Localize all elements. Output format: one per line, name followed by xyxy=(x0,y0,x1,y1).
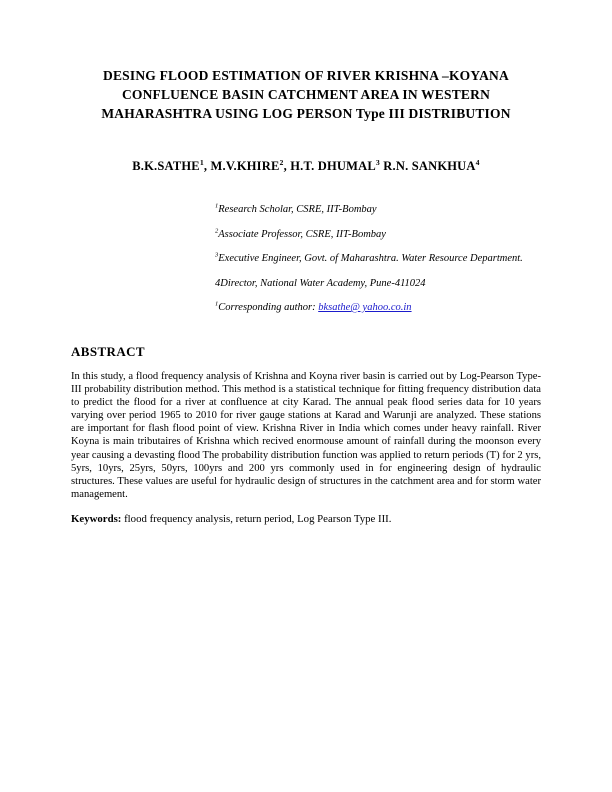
paper-title xyxy=(72,66,540,123)
author-name: , H.T. DHUMAL xyxy=(283,159,376,173)
corresponding-author-label: Corresponding author: xyxy=(218,302,319,313)
affiliation-superscript: 3 xyxy=(215,251,219,259)
affiliation-text: Executive Engineer, Govt. of Maharashtra. Water Resource Department. xyxy=(218,253,523,264)
keywords-line xyxy=(71,513,541,525)
affiliations-block xyxy=(215,204,552,327)
abstract-section xyxy=(71,344,541,525)
keywords-text: flood frequency analysis, return period, Log Pearson Type III. xyxy=(121,512,392,525)
affiliation-text: Research Scholar, CSRE, IIT-Bombay xyxy=(218,204,377,215)
author-name: B.K.SATHE xyxy=(132,159,200,173)
affiliation-line-1 xyxy=(215,204,552,216)
author-name: , M.V.KHIRE xyxy=(203,159,280,173)
email-link[interactable]: bksathe@ yahoo.co.in xyxy=(318,302,412,313)
author-superscript: 1 xyxy=(199,157,204,167)
affiliation-line-2 xyxy=(215,229,552,241)
title-line-3: MAHARASHTRA USING LOG PERSON Type III DISTRIBUTION xyxy=(101,106,511,121)
author-name: R.N. SANKHUA xyxy=(379,159,476,173)
abstract-paragraph: In this study, a flood frequency analysis of Krishna and Koyna river basin is carried out by Log-Pearson Type-III probability distribution method. This method is a statistical technique for fitting frequency distribution data to predict the flood for a river at confluence at city Karad. The annual peak flood series data for 10 years varying over period 1965 to 2010 for river gauge stations at Karad and Warunji are analyzed. These stations are important for flash flood point of view. Krishna River in India which comes under heavy rainfall. River Koyna is main tributaires of Krishna which recived enormouse amount of rainfall during the moonson every year causing a devasting flood The probability distribution function was applied to return periods (T) for 2 yrs, 5yrs, 10yrs, 25yrs, 50yrs, 100yrs and 200 yrs commonly used in for engineering design of hydraulic structures. These values are useful for hydraulic design of structures in the catchment area and for storm water management. xyxy=(71,371,541,500)
author-superscript: 3 xyxy=(375,157,380,167)
affiliation-line-corresponding xyxy=(215,302,552,314)
title-line-2: CONFLUENCE BASIN CATCHMENT AREA IN WESTERN xyxy=(121,87,491,102)
abstract-heading: ABSTRACT xyxy=(71,344,145,359)
affiliation-superscript: 2 xyxy=(215,227,219,234)
affiliation-text: 4Director, National Water Academy, Pune-411024 xyxy=(215,277,426,289)
author-superscript: 2 xyxy=(279,157,284,167)
title-line-1: DESING FLOOD ESTIMATION OF RIVER KRISHNA –KOYANA xyxy=(103,68,509,83)
affiliation-text: Associate Professor, CSRE, IIT-Bombay xyxy=(218,228,386,240)
affiliation-superscript: 1 xyxy=(215,300,219,308)
author-superscript: 4 xyxy=(475,157,480,167)
affiliation-line-3 xyxy=(215,253,552,265)
affiliation-line-4 xyxy=(215,278,552,290)
authors-line xyxy=(40,159,572,174)
keywords-label: Keywords: xyxy=(71,512,122,525)
affiliation-superscript: 1 xyxy=(215,202,219,210)
